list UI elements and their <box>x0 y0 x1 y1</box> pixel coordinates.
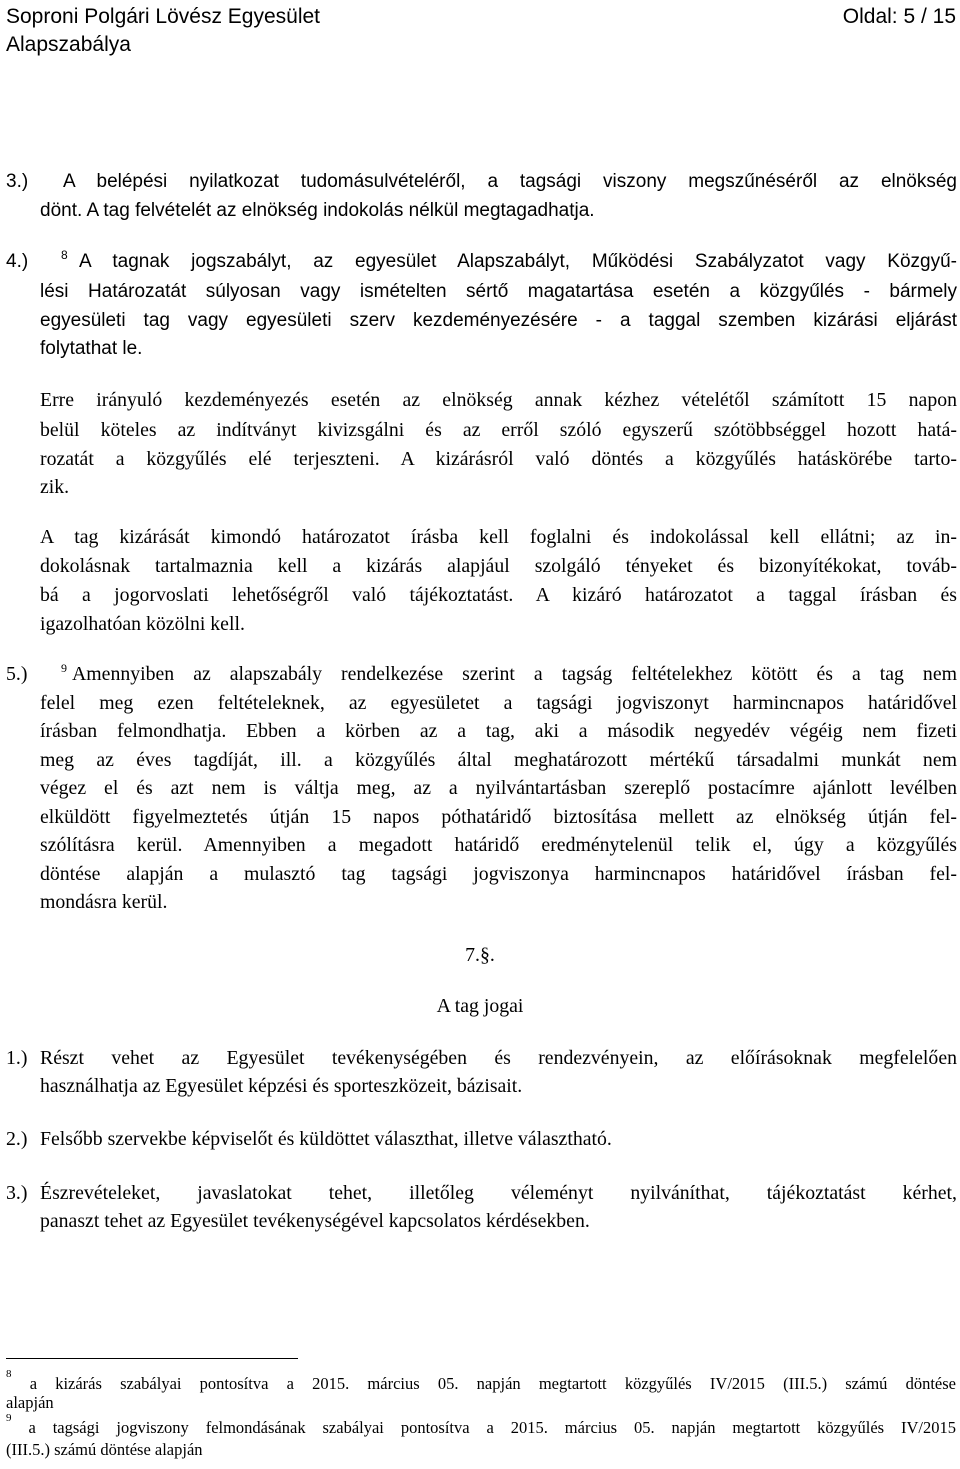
point-4-line: folytathat le. <box>40 338 143 359</box>
point-4-para3-line: bá a jogorvoslati lehetőségről való tájékoztatást. A kizáró határozatot a taggal írásban és <box>40 584 957 606</box>
point-3-number: 3.) <box>6 171 29 192</box>
footnote-8-number: 8 <box>6 1367 12 1380</box>
footnote-8-text: a kizárás szabályai pontosítva a 2015. március 05. napján megtartott közgyűlés IV/2015 (III.5.) számú döntése <box>29 1374 956 1393</box>
footnote-9-text: a tagsági jogviszony felmondásának szabályai pontosítva a 2015. március 05. napján megtartott közgyűlés IV/2015 <box>28 1418 957 1437</box>
point-4-line: lési Határozatát súlyosan vagy ismételten sértő magatartása esetén a közgyűlés - bármely <box>40 281 957 302</box>
footnote-9 <box>6 1411 957 1438</box>
point-5-number: 5.) <box>6 663 28 685</box>
rights-item-3-line: panaszt tehet az Egyesület tevékenységével kapcsolatos kérdésekben. <box>40 1210 590 1232</box>
rights-item-1-number: 1.) <box>6 1047 28 1069</box>
point-5-line: írásban felmondhatja. Ebben a körben az a tag, aki a második negyedév végéig nem fizeti <box>40 720 957 742</box>
point-5-line: mondásra kerül. <box>40 891 168 913</box>
footnote-9-number: 9 <box>6 1411 12 1424</box>
footnote-ref-9: 9 <box>61 661 67 675</box>
rights-item-3-number: 3.) <box>6 1182 28 1204</box>
point-4-line: A tagnak jogszabályt, az egyesület Alapszabályt, Működési Szabályzatot vagy Közgyű- <box>79 251 957 272</box>
point-4-para3-line: igazolhatóan közölni kell. <box>40 613 245 635</box>
point-5-line: Amennyiben az alapszabály rendelkezése szerint a tagság feltételekhez kötött és a tag nem <box>72 663 957 685</box>
footnote-8-cont: alapján <box>6 1393 54 1412</box>
point-5-line: felel meg ezen feltételeknek, az egyesületet a tagsági jogviszonyt harmincnapos határidővel <box>40 692 957 714</box>
point-4-line: egyesületi tag vagy egyesületi szerv kezdeményezésére - a taggal szemben kizárási eljárást <box>40 310 957 331</box>
header-subtitle: Alapszabálya <box>6 33 131 56</box>
footnote-ref-8: 8 <box>61 248 68 262</box>
rights-item-1-line: Részt vehet az Egyesület tevékenységében és rendezvényein, az előírásoknak megfelelően <box>40 1047 957 1069</box>
point-4-para2-line: belül köteles az indítványt kivizsgálni és az erről szóló egyszerű szótöbbséggel hozott hatá- <box>40 419 957 441</box>
rights-item-2-line: Felsőbb szervekbe képviselőt és küldöttet választhat, illetve választható. <box>40 1128 612 1150</box>
footnote-8 <box>6 1367 956 1394</box>
footnote-separator <box>6 1358 298 1359</box>
point-4-para3-line: dokolásnak tartalmaznia kell a kizárás alapjául szolgáló tényeket és bizonyítékokat, továb- <box>40 555 957 577</box>
point-5-line: meg az éves tagdíját, ill. a közgyűlés által meghatározott mértékű társadalmi munkát nem <box>40 749 957 771</box>
section-title: A tag jogai <box>436 995 524 1017</box>
footnote-9-cont: (III.5.) számú döntése alapján <box>6 1440 203 1459</box>
point-4-para2-line: Erre irányuló kezdeményezés esetén az elnökség annak kézhez vételétől számított 15 napon <box>40 389 957 411</box>
header-org: Soproni Polgári Lövész Egyesület <box>6 5 321 28</box>
point-4-para3-line: A tag kizárását kimondó határozatot írásba kell foglalni és indokolással kell ellátni; az in- <box>40 526 957 548</box>
point-3-line: dönt. A tag felvételét az elnökség indokolás nélkül megtagadhatja. <box>40 200 595 221</box>
point-3-line: A belépési nyilatkozat tudomásulvételéről, a tagsági viszony megszűnéséről az elnökség <box>63 171 957 192</box>
rights-item-1-line: használhatja az Egyesület képzési és sporteszközeit, bázisait. <box>40 1075 523 1097</box>
point-5-line: döntése alapján a mulasztó tag tagsági jogviszonya harmincnapos határidővel írásban fel- <box>40 863 957 885</box>
section-number: 7.§. <box>465 944 495 966</box>
point-4-para2-line: zik. <box>40 476 70 498</box>
point-4-number: 4.) <box>6 251 29 272</box>
rights-item-2-number: 2.) <box>6 1128 28 1150</box>
point-5-line: végez el és azt nem is váltja meg, az a nyilvántartásban szereplő postacímre ajánlott levélben <box>40 777 957 799</box>
point-4-para2-line: rozatát a közgyűlés elé terjeszteni. A kizárásról való döntés a közgyűlés hatáskörébe tarto- <box>40 448 957 470</box>
point-5-line: elküldött figyelmeztetés útján 15 napos póthatáridő biztosítása mellett az elnökség útján fel- <box>40 806 957 828</box>
header-page-number: Oldal: 5 / 15 <box>842 5 956 28</box>
rights-item-3-line: Észrevételeket, javaslatokat tehet, illetőleg véleményt nyilváníthat, tájékoztatást kérhet, <box>40 1182 957 1204</box>
point-5-line: szólításra kerül. Amennyiben a megadott határidő eredménytelenül telik el, úgy a közgyűlés <box>40 834 957 856</box>
